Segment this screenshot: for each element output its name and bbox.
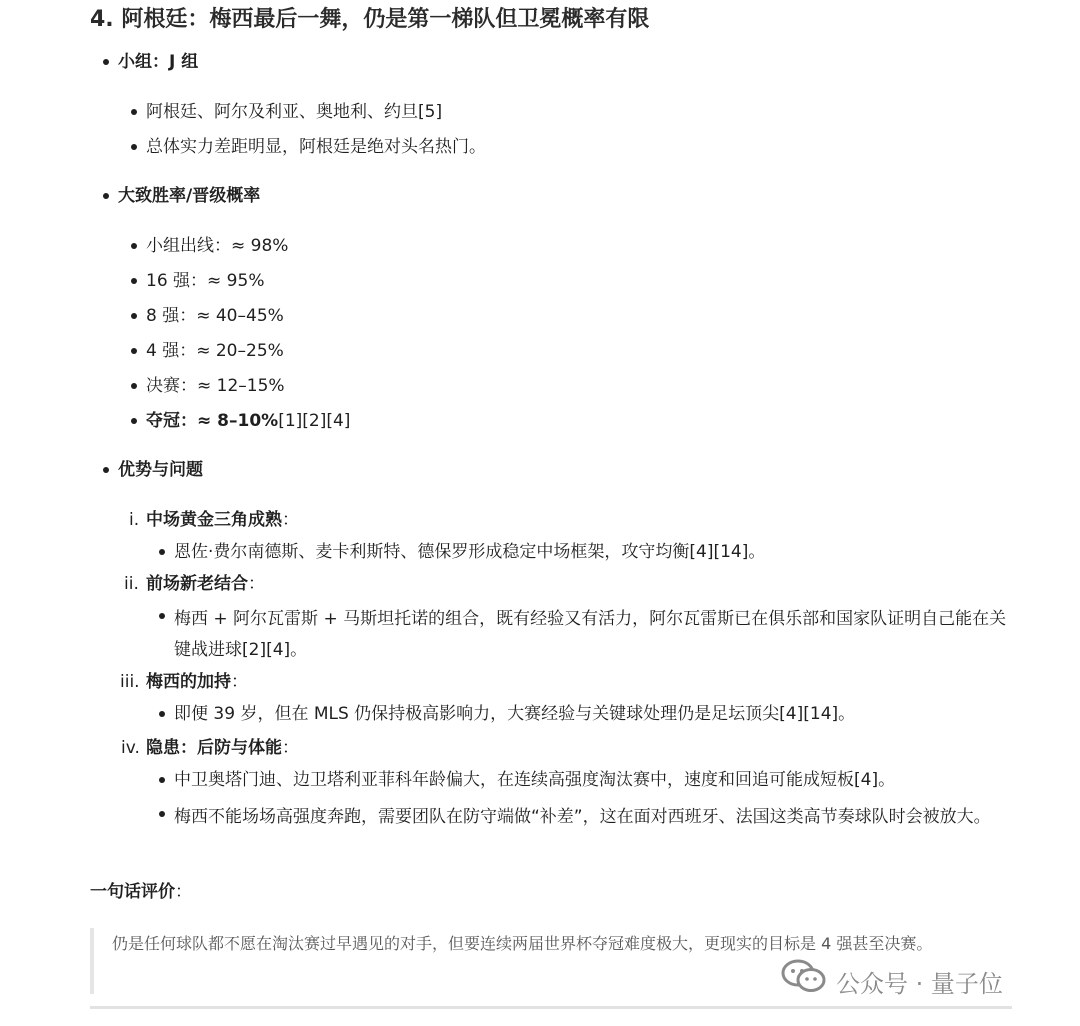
analysis-item-title-text: 前场新老结合 [146, 574, 248, 594]
analysis-point: 中卫奥塔门迪、边卫塔利亚菲科年龄偏大，在连续高强度淘汰赛中，速度和回追可能成短板[4]。 [174, 770, 896, 790]
bullet-dot [131, 144, 137, 150]
colon: ： [282, 738, 299, 758]
summary-quote: 仍是任何球队都不愿在淘汰赛过早遇见的对手，但要连续两届世界杯夺冠难度极大，更现实的目标是 4 强甚至决赛。 [112, 934, 933, 953]
roman-numeral: iv. [121, 738, 140, 758]
analysis-item-title [146, 670, 248, 694]
analysis-point: 梅西 + 阿尔瓦雷斯 + 马斯坦托诺的组合，既有经验又有活力，阿尔瓦雷斯已在俱乐部和国家队证明自己能在关键战进球[2][4]。 [174, 609, 1007, 660]
bullet-dot [131, 348, 137, 354]
bullet-dot [131, 243, 137, 249]
roman-numeral: iii. [120, 672, 140, 692]
analysis-item-title [146, 736, 299, 760]
colon: ： [282, 510, 299, 530]
blockquote-bar [90, 928, 94, 994]
analysis-item-title [146, 572, 265, 596]
group-teams: 阿根廷、阿尔及利亚、奥地利、约旦[5] [146, 102, 443, 122]
bullet-dot [103, 193, 109, 199]
roman-numeral: i. [129, 510, 140, 530]
bullet-dot [159, 777, 165, 783]
bullet-dot [131, 418, 137, 424]
champion-probability-value: 夺冠：≈ 8–10% [146, 411, 279, 431]
probabilities-label: 大致胜率/晋级概率 [118, 186, 261, 206]
analysis-point: 恩佐·费尔南德斯、麦卡利斯特、德保罗形成稳定中场框架，攻守均衡[4][14]。 [174, 542, 766, 562]
wechat-icon [780, 958, 828, 994]
analysis-item-title-text: 中场黄金三角成熟 [146, 510, 282, 530]
probability-item: 8 强：≈ 40–45% [146, 306, 284, 326]
analysis-point: 即便 39 岁，但在 MLS 仍保持极高影响力，大赛经验与关键球处理仍是足坛顶尖[4][14]。 [174, 704, 856, 724]
analysis-item-title-text: 梅西的加持 [146, 672, 231, 692]
summary-label-text: 一句话评价 [90, 882, 175, 902]
summary-label [90, 880, 192, 904]
bullet-dot [131, 109, 137, 115]
bullet-dot [159, 613, 165, 619]
probability-item: 小组出线：≈ 98% [146, 236, 289, 256]
colon: ： [231, 672, 248, 692]
probability-item: 决赛：≈ 12–15% [146, 376, 285, 396]
probability-item: 16 强：≈ 95% [146, 271, 265, 291]
bullet-dot [131, 278, 137, 284]
bullet-dot [131, 383, 137, 389]
analysis-label: 优势与问题 [118, 460, 203, 480]
analysis-point: 梅西不能场场高强度奔跑，需要团队在防守端做“补差”，这在面对西班牙、法国这类高节奏球队时会被放大。 [174, 807, 991, 827]
group-label: 小组：J 组 [118, 52, 199, 72]
roman-numeral: ii. [124, 574, 139, 594]
group-note: 总体实力差距明显，阿根廷是绝对头名热门。 [146, 137, 486, 157]
colon: ： [248, 574, 265, 594]
watermark-text: 公众号 · 量子位 [836, 970, 1003, 998]
section-heading: 4. 阿根廷：梅西最后一舞，仍是第一梯队但卫冕概率有限 [90, 7, 650, 32]
bottom-divider [90, 1006, 1012, 1009]
champion-probability [146, 409, 350, 433]
champion-refs: [1][2][4] [278, 411, 351, 431]
bullet-dot [159, 549, 165, 555]
probability-item: 4 强：≈ 20–25% [146, 341, 284, 361]
bullet-dot [159, 711, 165, 717]
analysis-item-title-text: 隐患：后防与体能 [146, 738, 282, 758]
analysis-item-title [146, 508, 299, 532]
bullet-dot [159, 811, 165, 817]
colon: ： [175, 882, 192, 902]
bullet-dot [103, 59, 109, 65]
bullet-dot [103, 467, 109, 473]
bullet-dot [131, 313, 137, 319]
